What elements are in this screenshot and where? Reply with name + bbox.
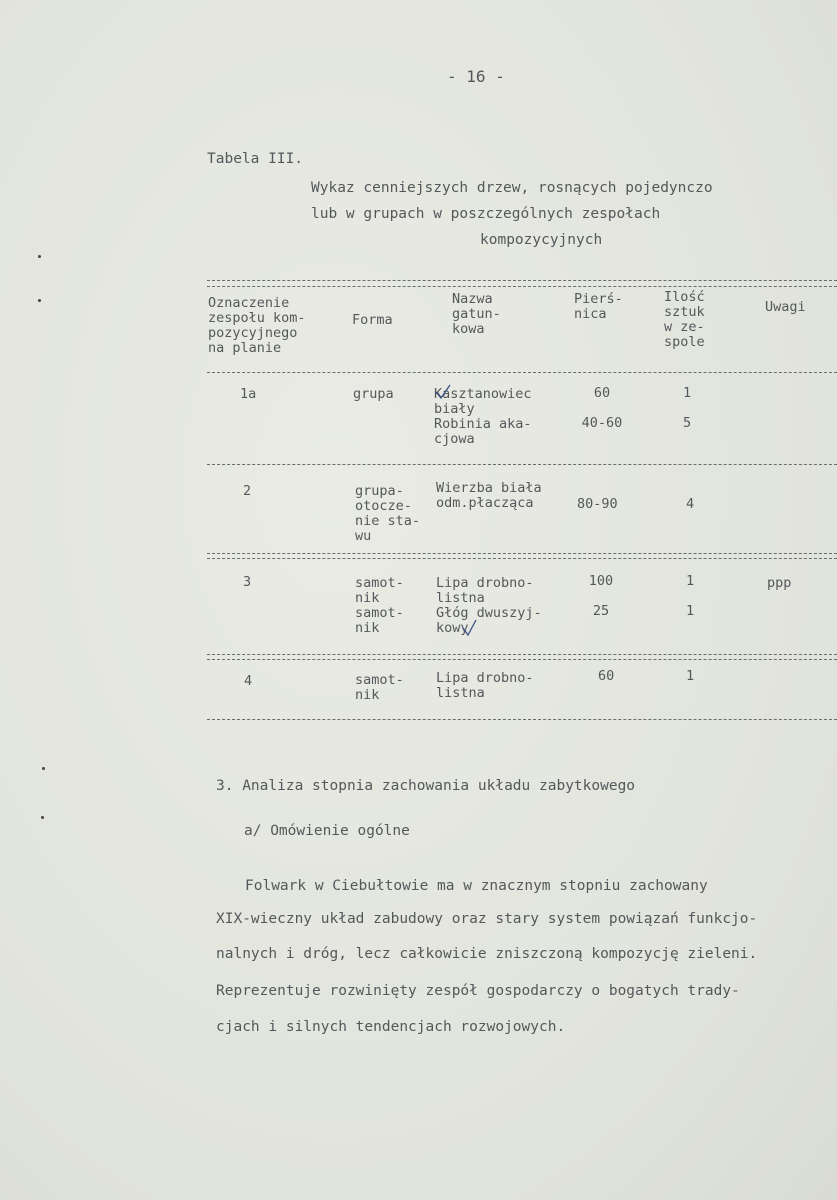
margin-speck [41,816,44,819]
table-cell-notes: ppp [767,575,792,591]
table-cell-id: 2 [243,483,252,499]
table-cell-species: Wierzba biała odm.płacząca [436,480,542,511]
table-header-cell: Forma [352,312,393,328]
table-cell-count: 4 [686,496,695,512]
table-cell-species: Lipa drobno- listna [436,670,534,701]
table-label: Tabela III. [207,151,304,167]
margin-speck [38,299,41,302]
table-rule-row-4 [207,654,837,655]
table-rule-top-2 [207,286,837,287]
table-title-line-1: Wykaz cenniejszych drzew, rosnących pojedynczo [311,180,713,196]
paragraph-line: XIX-wieczny układ zabudowy oraz stary system powiązań funkcjo- [216,911,758,927]
paragraph-line: cjach i silnych tendencjach rozwojowych. [216,1019,566,1035]
table-rule-top [207,280,837,281]
table-header-cell: Uwagi [765,299,806,315]
paragraph-line: Reprezentuje rozwinięty zespół gospodarczy o bogatych trady- [216,983,740,999]
table-cell-dbh: 100 25 [588,573,614,619]
margin-speck [42,767,45,770]
table-cell-id: 3 [243,574,252,590]
table-cell-form: grupa [353,386,394,402]
table-rule-row-5 [207,659,837,660]
table-cell-dbh: 60 40-60 [581,385,623,431]
margin-speck [38,255,41,258]
table-cell-species: Lipa drobno- listna Głóg dwuszyj- kowy [436,575,542,636]
table-cell-form: samot- nik [355,672,404,703]
table-cell-form: grupa- otocze- nie sta- wu [355,483,421,544]
table-title-line-2: lub w grupach w poszczególnych zespołach [311,206,661,222]
table-header-cell: Oznaczenie zespołu kom- pozycyjnego na planie [208,295,306,356]
table-cell-id: 4 [244,673,253,689]
table-cell-species: Kasztanowiec biały Robinia aka- cjowa [434,386,532,447]
table-header-cell: Nazwa gatun- kowa [452,291,501,337]
table-rule-row-2 [207,553,837,554]
table-rule-bottom [207,719,837,720]
paragraph-line: nalnych i dróg, lecz całkowicie zniszczoną kompozycję zieleni. [216,946,758,962]
table-cell-count: 1 5 [683,385,692,431]
table-rule-row-1 [207,464,837,465]
table-header-cell: Ilość sztuk w ze- spole [664,289,705,350]
section-heading: 3. Analiza stopnia zachowania układu zabytkowego [216,778,636,794]
table-cell-id: 1a [240,386,257,402]
table-cell-form: samot- nik samot- nik [355,575,404,636]
table-cell-dbh: 60 [598,668,615,684]
page-number: - 16 - [447,67,505,86]
check-mark-icon [460,618,480,640]
table-header-cell: Pierś- nica [574,291,623,322]
subsection-heading: a/ Omówienie ogólne [244,823,410,839]
table-cell-count: 1 [686,668,695,684]
table-cell-dbh: 80-90 [577,496,618,512]
table-rule-row-3 [207,558,837,559]
table-cell-count: 1 1 [686,573,695,619]
paragraph-line: Folwark w Ciebułtowie ma w znacznym stopniu zachowany [245,878,708,894]
check-mark-icon [433,383,453,401]
table-title-line-3: kompozycyjnych [480,232,603,248]
table-rule-header [207,372,837,373]
